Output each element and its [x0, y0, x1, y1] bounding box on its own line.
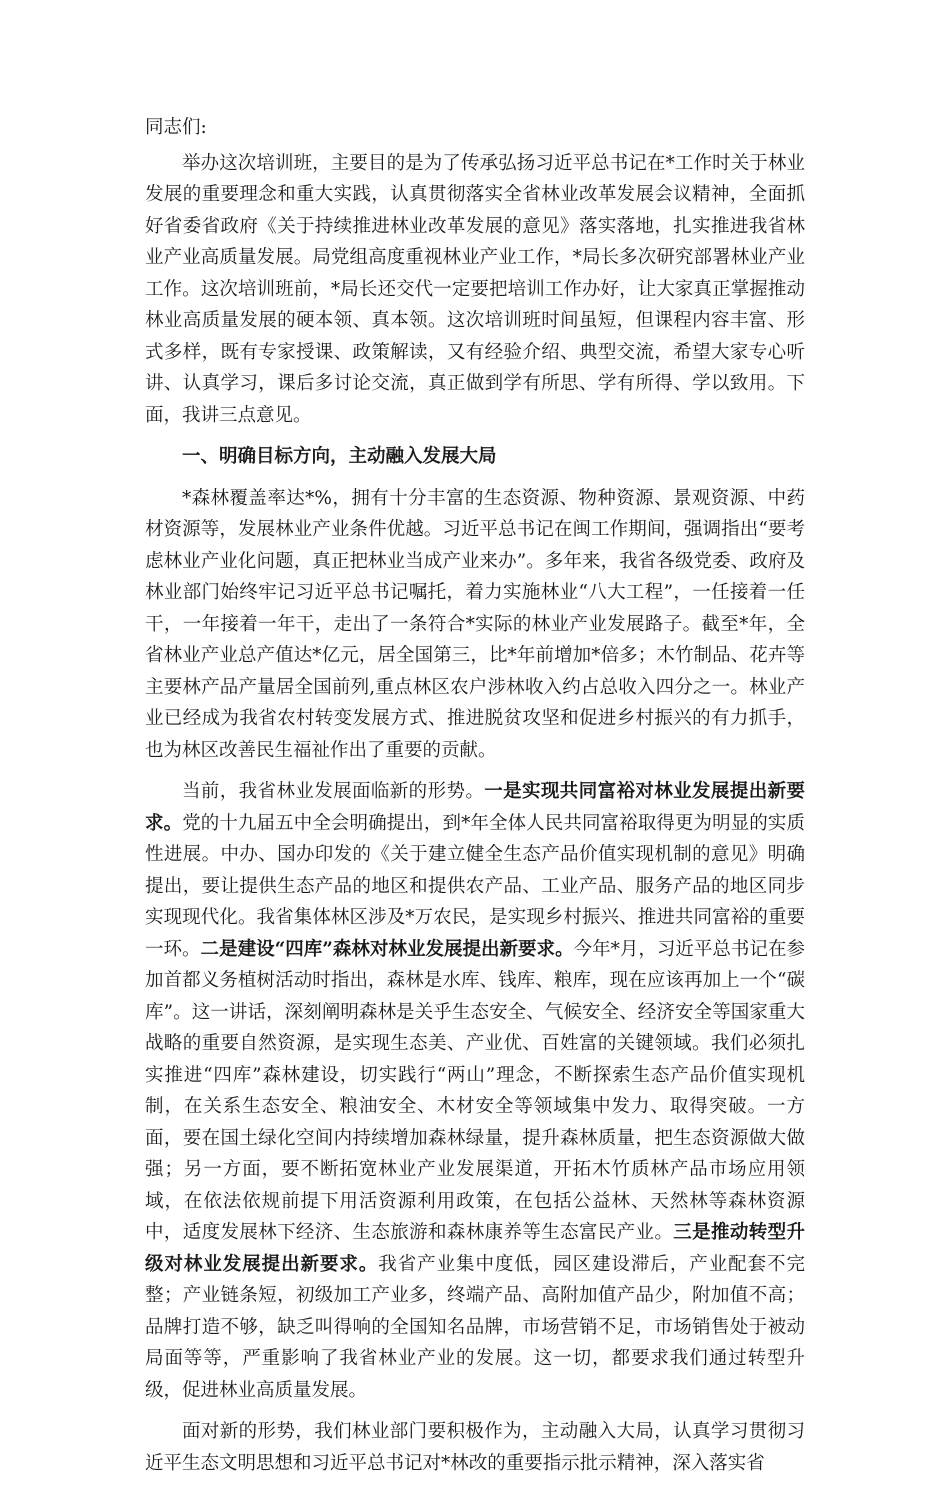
document-page: [145, 112, 805, 1489]
situation-intro-text: 当前，我省林业发展面临新的形势。: [182, 781, 485, 802]
point-one-text: 党的十九届五中全会明确提出，到*年全体人民共同富裕取得更为明显的实质性进展。中办、国办印发的《关于建立健全生态产品价值实现机制的意见》明确提出，要让提供生态产品的地区和提供农产品、工业产品、服务产品的地区同步实现现代化。我省集体林区涉及*万农民，是实现乡村振兴、推进共同富裕的重要一环。: [145, 812, 805, 960]
point-two-heading: 二是建设“四库”森林对林业发展提出新要求。: [200, 938, 574, 960]
section-heading-1: 一、明确目标方向，主动融入发展大局: [182, 446, 497, 467]
point-one-heading: 一是实现共同富裕对林业发展提出新要求。: [145, 781, 805, 834]
forest-resources-paragraph: *森林覆盖率达*%，拥有十分丰富的生态资源、物种资源、景观资源、中药材资源等，发展林业产业条件优越。习近平总书记在闽工作期间，强调指出“要考虑林业产业化问题，真正把林业当成产业来办”。多年来，我省各级党委、政府及林业部门始终牢记习近平总书记嘱托，着力实施林业“八大工程”，一任接着一任干，一年接着一年干，走出了一条符合*实际的林业产业发展路子。截至*年，全省林业产业总产值达*亿元，居全国第三，比*年前增加*倍多；木竹制品、花卉等主要林产品产量居全国前列,重点林区农户涉林收入约占总收入四分之一。林业产业已经成为我省农村转变发展方式、推进脱贫攻坚和促进乡村振兴的有力抓手，也为林区改善民生福祉作出了重要的贡献。: [145, 487, 805, 761]
point-three-text: 我省产业集中度低，园区建设滞后，产业配套不完整；产业链条短，初级加工产业多，终端产品、高附加值产品少，附加值不高；品牌打造不够，缺乏叫得响的全国知名品牌，市场营销不足，市场销售处于被动局面等等，严重影响了我省林业产业的发展。这一切，都要求我们通过转型升级，促进林业高质量发展。: [145, 1253, 805, 1401]
new-situation-paragraph: [145, 776, 805, 1406]
intro-paragraph: 举办这次培训班，主要目的是为了传承弘扬习近平总书记在*工作时关于林业发展的重要理念和重大实践，认真贯彻落实全省林业改革发展会议精神，全面抓好省委省政府《关于持续推进林业改革发展的意见》落实落地，扎实推进我省林业产业高质量发展。局党组高度重视林业产业工作，*局长多次研究部署林业产业工作。这次培训班前，*局长还交代一定要把培训工作办好，让大家真正掌握推动林业高质量发展的硬本领、真本领。这次培训班时间虽短，但课程内容丰富、形式多样，既有专家授课、政策解读，又有经验介绍、典型交流，希望大家专心听讲、认真学习，课后多讨论交流，真正做到学有所思、学有所得、学以致用。下面，我讲三点意见。: [145, 152, 805, 426]
point-three-heading: 三是推动转型升级对林业发展提出新要求。: [145, 1222, 805, 1275]
point-two-text: 今年*月，习近平总书记在参加首都义务植树活动时指出，森林是水库、钱库、粮库，现在应该再加上一个“碳库”。这一讲话，深刻阐明森林是关乎生态安全、气候安全、经济安全等国家重大战略的重要自然资源，是实现生态美、产业优、百姓富的关键领域。我们必须扎实推进“四库”森林建设，切实践行“两山”理念，不断探索生态产品价值实现机制，在关系生态安全、粮油安全、木材安全等领域集中发力、取得突破。一方面，要在国土绿化空间内持续增加森林绿量，提升森林质量，把生态资源做大做强；另一方面，要不断拓宽林业产业发展渠道，开拓木竹质林产品市场应用领域，在依法依规前提下用活资源利用政策，在包括公益林、天然林等森林资源中，适度发展林下经济、生态旅游和森林康养等生态富民产业。: [145, 938, 805, 1243]
facing-situation-paragraph: 面对新的形势，我们林业部门要积极作为，主动融入大局，认真学习贯彻习近平生态文明思想和习近平总书记对*林改的重要指示批示精神，深入落实省: [145, 1421, 805, 1474]
salutation: 同志们:: [145, 117, 207, 138]
